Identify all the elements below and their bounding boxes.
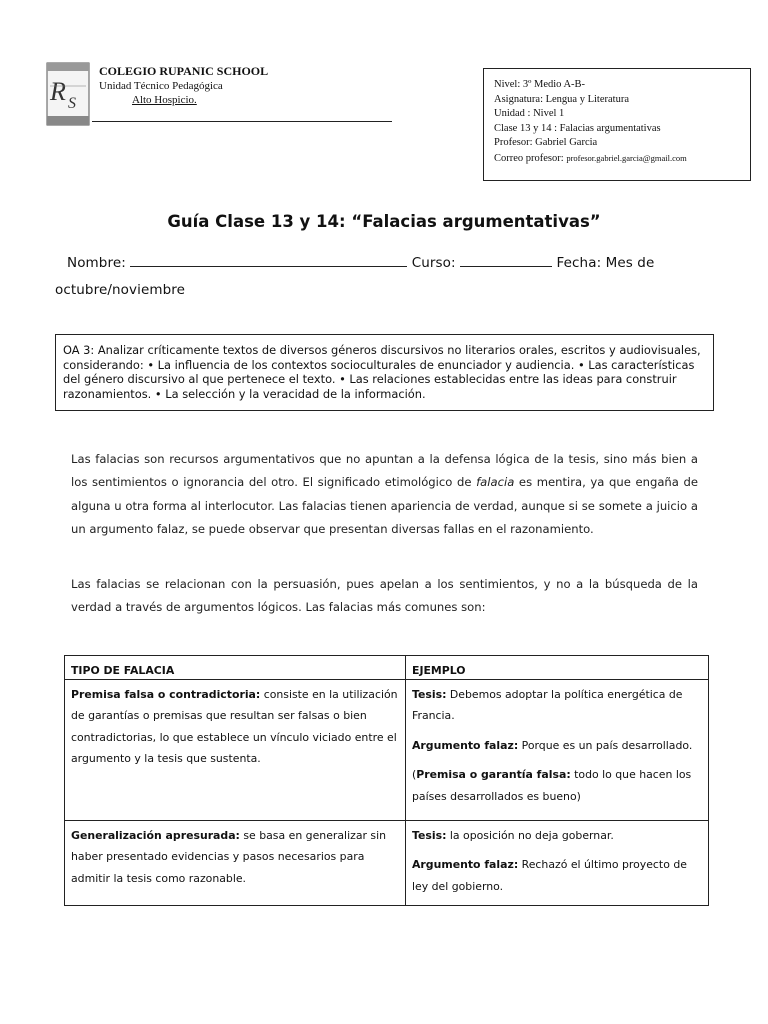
example-tesis [412, 825, 702, 846]
curso-label: Curso: [411, 255, 456, 271]
fallacy-type-cell [65, 821, 406, 906]
info-clase: Clase 13 y 14 : Falacias argumentativas [494, 122, 661, 134]
info-nivel: Nivel: 3º Medio A-B- [494, 79, 586, 90]
example-cell [406, 680, 709, 821]
fallacy-type-text: se basa en generalizar sin haber presentado evidencias y pasos necesarios para admitir la tesis como razonable. [71, 829, 387, 885]
table-header-row [65, 656, 709, 680]
page-title: Guía Clase 13 y 14: “Falacias argumentativas” [167, 212, 601, 231]
tesis-text: la oposición no deja gobernar. [446, 829, 614, 842]
course-info-box [483, 68, 751, 181]
premisa-text: todo lo que hacen los países desarrollados es bueno) [412, 768, 692, 803]
table-row [65, 680, 709, 821]
student-form-line [55, 250, 695, 304]
svg-text:S: S [68, 95, 76, 112]
header-ejemplo: EJEMPLO [406, 656, 709, 680]
school-header [99, 64, 399, 107]
example-argumento [412, 854, 702, 897]
header-divider [92, 121, 392, 122]
tesis-label: Tesis: [412, 829, 447, 842]
intro-italic-term: falacia [476, 475, 515, 490]
premisa-label: Premisa o garantía falsa: [416, 768, 571, 782]
objective-box: OA 3: Analizar críticamente textos de diversos géneros discursivos no literarios orales, escritos y audiovisuales, considerando: • La influencia de los contextos socioculturales de enunciador y audiencia. • Las características del género discursivo al que pertenece el texto. • Las relaciones establecidas entre las ideas para construir razonamientos. • La selección y la veracidad de la información. [55, 334, 714, 411]
example-tesis [412, 684, 702, 727]
school-logo [46, 62, 90, 126]
argumento-text: Rechazó el último proyecto de ley del gobierno. [412, 858, 687, 893]
school-city: Alto Hospicio. [132, 94, 197, 106]
fecha-text: Fecha: Mes de octubre/noviembre [55, 255, 655, 298]
fallacy-type-label: Premisa falsa o contradictoria: [71, 688, 261, 701]
argumento-label: Argumento falaz: [412, 858, 519, 872]
intro-text-end: es mentira, ya que engaña de alguna u otra forma al interlocutor. Las falacias tienen apariencia de verdad, aunque si se somete a juicio a un argumento falaz, se puede observar que presentan diversas fallas en el razonamiento. [71, 475, 698, 536]
correo-value: profesor.gabriel.garcia@gmail.com [566, 152, 687, 163]
school-name: COLEGIO RUPANIC SCHOOL [99, 64, 269, 78]
info-correo [494, 151, 740, 167]
example-cell [406, 821, 709, 906]
fallacy-type-text: consiste en la utilización de garantías o premisas que resultan ser falsas o bien contradictorias, lo que establece un vínculo viciado entre el argumento y la tesis que sustenta. [71, 688, 398, 766]
intro-text-start: Las falacias son recursos argumentativos que no apuntan a la defensa lógica de la tesis, sino más bien a los sentimientos o ignorancia del otro. El significado etimológico de [71, 452, 698, 490]
fallacy-table [64, 655, 709, 906]
info-profesor: Profesor: Gabriel Garcia [494, 137, 598, 149]
curso-field[interactable] [460, 254, 552, 267]
intro-paragraph [71, 448, 698, 541]
info-asignatura: Asignatura: Lengua y Literatura [494, 93, 629, 105]
header-tipo: TIPO DE FALACIA [65, 656, 406, 680]
argumento-label: Argumento falaz: [412, 738, 519, 752]
nombre-label: Nombre: [67, 255, 126, 271]
tesis-label: Tesis: [412, 688, 447, 701]
table-row [65, 821, 709, 906]
second-paragraph: Las falacias se relacionan con la persuasión, pues apelan a los sentimientos, y no a la búsqueda de la verdad a través de argumentos lógicos. Las falacias más comunes son: [71, 577, 698, 615]
example-argumento [412, 735, 702, 756]
argumento-text: Porque es un país desarrollado. [518, 738, 693, 752]
nombre-field[interactable] [130, 254, 407, 267]
tesis-text: Debemos adoptar la política energética de Francia. [412, 688, 683, 723]
premisa-open-paren: ( [412, 768, 417, 782]
svg-text:R: R [50, 77, 66, 106]
fallacy-type-label: Generalización apresurada: [71, 829, 240, 842]
info-unidad: Unidad : Nivel 1 [494, 108, 565, 120]
fallacy-type-cell [65, 680, 406, 821]
example-premisa [412, 764, 702, 807]
correo-label: Correo profesor: [494, 152, 564, 164]
school-unit: Unidad Técnico Pedagógica [99, 80, 223, 92]
